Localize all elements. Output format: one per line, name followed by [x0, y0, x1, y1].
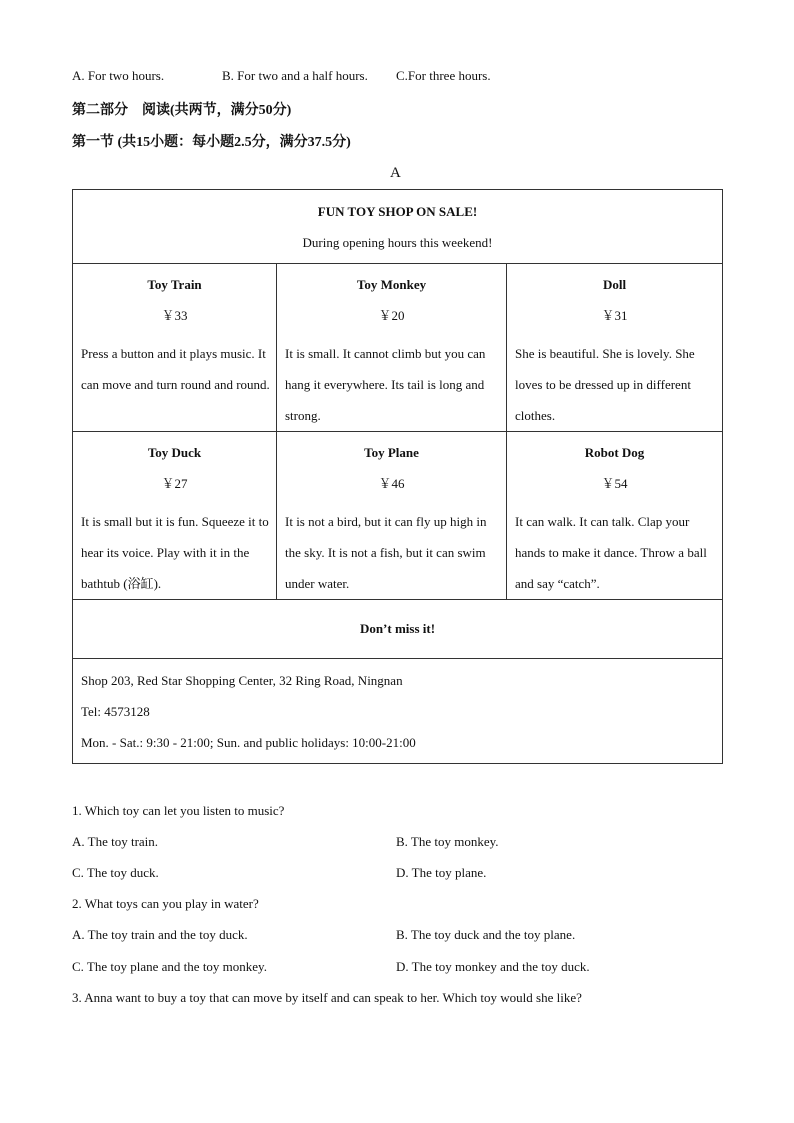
toy-price: ￥27 [161, 476, 188, 491]
toy-description: Press a button and it plays music. It can move and turn round and round. [81, 346, 270, 392]
option-d: D. The toy plane. [396, 865, 487, 880]
option-d: D. The toy monkey and the toy duck. [396, 959, 590, 974]
option-c: C. The toy plane and the toy monkey. [72, 959, 267, 974]
toy-name: Robot Dog [584, 445, 645, 460]
ad-header [73, 190, 723, 264]
toy-price: ￥46 [378, 476, 405, 491]
section-heading: 第一节 (共15小题：每小题2.5分，满分37.5分) [72, 135, 351, 150]
question-stem: 3. Anna want to buy a toy that can move by itself and can speak to her. Which toy would she like? [72, 990, 582, 1005]
toy-name: Toy Monkey [356, 277, 427, 292]
prev-option-a: A. For two hours. [72, 68, 165, 83]
toy-description: It is small. It cannot climb but you can hang it everywhere. Its tail is long and strong. [285, 346, 486, 423]
toy-price: ￥54 [601, 476, 628, 491]
toy-cell [507, 264, 723, 432]
question-stem: 1. Which toy can let you listen to music? [72, 803, 285, 818]
toy-cell [507, 432, 723, 600]
toy-name: Doll [602, 277, 627, 292]
toy-shop-ad [72, 189, 723, 764]
toy-cell [73, 432, 277, 600]
toy-name: Toy Duck [147, 445, 202, 460]
ad-subtitle: During opening hours this weekend! [302, 235, 493, 250]
toy-name: Toy Train [147, 277, 202, 292]
toy-price: ￥31 [601, 308, 628, 323]
toy-price: ￥20 [378, 308, 405, 323]
toy-description: It is small but it is fun. Squeeze it to hear its voice. Play with it in the bathtub (浴缸). [81, 514, 269, 591]
ad-title: FUN TOY SHOP ON SALE! [317, 204, 478, 219]
toy-description: She is beautiful. She is lovely. She loves to be dressed up in different clothes. [515, 346, 695, 423]
ad-hours: Mon. - Sat.: 9:30 - 21:00; Sun. and public holidays: 10:00-21:00 [81, 735, 416, 750]
toy-cell [73, 264, 277, 432]
ad-contact [73, 659, 723, 764]
toy-description: It can walk. It can talk. Clap your hands to make it dance. Throw a ball and say “catch”. [515, 514, 707, 591]
toy-name: Toy Plane [364, 445, 419, 460]
ad-address: Shop 203, Red Star Shopping Center, 32 Ring Road, Ningnan [81, 673, 403, 688]
passage-letter: A [390, 165, 401, 181]
part-heading: 第二部分 阅读(共两节，满分50分) [72, 103, 292, 118]
option-c: C. The toy duck. [72, 865, 159, 880]
toy-cell [277, 432, 507, 600]
option-a: A. The toy train and the toy duck. [72, 927, 248, 942]
option-b: B. The toy monkey. [396, 834, 499, 849]
toy-price: ￥33 [161, 308, 188, 323]
option-a: A. The toy train. [72, 834, 159, 849]
prev-option-c: C.For three hours. [396, 68, 491, 83]
question-stem: 2. What toys can you play in water? [72, 896, 259, 911]
prev-option-b: B. For two and a half hours. [222, 68, 368, 83]
option-b: B. The toy duck and the toy plane. [396, 927, 576, 942]
toy-cell [277, 264, 507, 432]
ad-tel: Tel: 4573128 [81, 704, 150, 719]
ad-slogan-cell [73, 600, 723, 659]
toy-description: It is not a bird, but it can fly up high in the sky. It is not a fish, but it can swim under water. [285, 514, 487, 591]
ad-slogan: Don’t miss it! [359, 621, 436, 636]
